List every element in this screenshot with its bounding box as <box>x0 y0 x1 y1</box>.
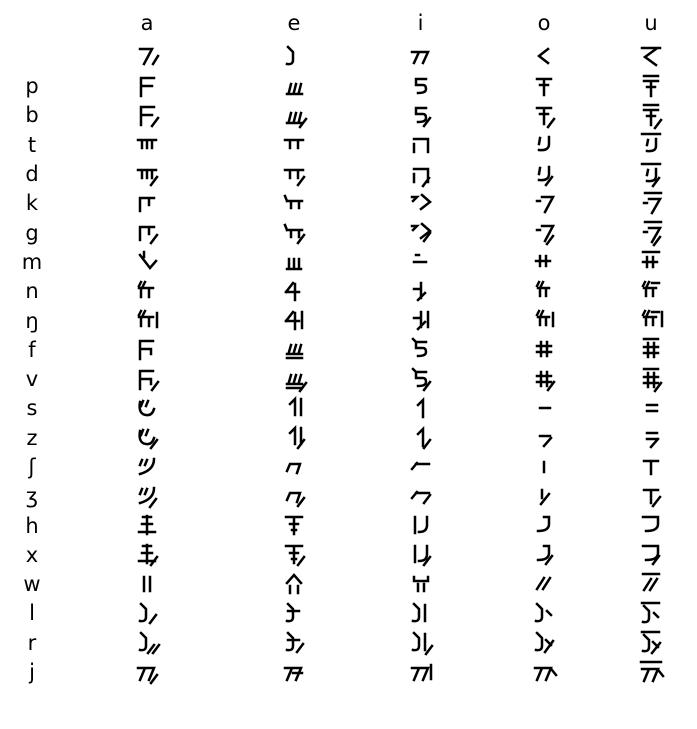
syllable-glyph-n-u-svg <box>635 276 667 308</box>
syllable-glyph-g-u-svg <box>635 217 667 249</box>
syllable-glyph-f-a <box>64 336 230 365</box>
syllable-glyph-ŋ-u <box>605 306 697 335</box>
syllable-glyph-x-i-svg <box>405 539 437 571</box>
syllable-glyph-p-i <box>358 72 483 101</box>
vowel-glyph-a <box>64 40 230 72</box>
syllable-glyph-m-a <box>64 248 230 277</box>
syllable-glyph-m-o-svg <box>528 246 560 278</box>
syllable-glyph-d-i <box>358 160 483 189</box>
syllable-glyph-n-o-svg <box>528 276 560 308</box>
syllable-glyph-h-u-svg <box>635 510 667 542</box>
syllable-glyph-j-u-svg <box>635 657 667 689</box>
consonant-label-t <box>0 131 64 160</box>
syllable-glyph-f-e-svg <box>278 334 310 366</box>
syllable-glyph-v-a <box>64 365 230 394</box>
syllable-glyph-ʃ-e-svg <box>278 452 310 484</box>
syllable-glyph-n-u <box>605 277 697 306</box>
syllable-glyph-l-o <box>483 599 605 628</box>
vowel-header-a-label: a <box>140 10 154 35</box>
syllable-glyph-r-a-svg <box>131 627 163 659</box>
syllable-glyph-t-u-svg <box>635 129 667 161</box>
consonant-label-j <box>0 658 64 687</box>
syllable-glyph-f-i-svg <box>405 334 437 366</box>
syllable-glyph-v-e <box>230 365 358 394</box>
syllable-glyph-w-e-svg <box>278 569 310 601</box>
vowel-header-e-label: e <box>287 10 301 35</box>
consonant-label-s-label: s <box>26 396 38 421</box>
syllable-glyph-m-i <box>358 248 483 277</box>
syllable-glyph-z-i-svg <box>405 422 437 454</box>
syllable-glyph-r-e-svg <box>278 627 310 659</box>
syllable-glyph-b-o-svg <box>528 100 560 132</box>
consonant-label-h <box>0 511 64 540</box>
vowel-glyph-u-svg <box>635 40 667 72</box>
consonant-label-f-label: f <box>28 337 36 362</box>
consonant-label-ŋ-label: ŋ <box>25 308 39 333</box>
syllable-glyph-s-u-svg <box>635 393 667 425</box>
consonant-label-n <box>0 277 64 306</box>
syllable-glyph-ŋ-o <box>483 306 605 335</box>
syllable-glyph-p-o <box>483 72 605 101</box>
syllable-glyph-ʃ-u <box>605 453 697 482</box>
syllable-glyph-p-a <box>64 72 230 101</box>
syllable-glyph-m-e <box>230 248 358 277</box>
vowel-glyph-e-svg <box>278 40 310 72</box>
syllable-glyph-ʒ-i-svg <box>405 481 437 513</box>
syllable-glyph-x-i <box>358 541 483 570</box>
consonant-label-b-label: b <box>25 103 39 128</box>
consonant-label-z <box>0 424 64 453</box>
syllable-glyph-k-i <box>358 189 483 218</box>
syllable-glyph-j-e <box>230 658 358 687</box>
syllable-glyph-m-u-svg <box>635 246 667 278</box>
syllable-glyph-ŋ-a <box>64 306 230 335</box>
vowel-glyph-a-svg <box>131 40 163 72</box>
vowel-glyph-o <box>483 40 605 72</box>
syllable-glyph-m-a-svg <box>131 246 163 278</box>
syllable-glyph-x-o <box>483 541 605 570</box>
syllable-glyph-k-a-svg <box>131 188 163 220</box>
consonant-label-t-label: t <box>27 132 37 157</box>
syllable-glyph-z-u-svg <box>635 422 667 454</box>
consonant-label-m-label: m <box>21 249 43 274</box>
vowel-header-o <box>483 6 605 40</box>
syllable-glyph-v-i <box>358 365 483 394</box>
syllable-glyph-p-o-svg <box>528 71 560 103</box>
syllable-glyph-g-i-svg <box>405 217 437 249</box>
syllable-glyph-z-i <box>358 424 483 453</box>
syllable-glyph-x-a <box>64 541 230 570</box>
consonant-label-ʃ-label: ʃ <box>28 455 36 479</box>
consonant-label-f <box>0 336 64 365</box>
syllable-glyph-d-i-svg <box>405 159 437 191</box>
syllable-glyph-w-i-svg <box>405 569 437 601</box>
vowel-glyph-i <box>358 40 483 72</box>
syllable-glyph-g-a-svg <box>131 217 163 249</box>
syllable-glyph-z-u <box>605 424 697 453</box>
syllable-glyph-b-i-svg <box>405 100 437 132</box>
consonant-label-ʃ <box>0 453 64 482</box>
consonant-label-w <box>0 570 64 599</box>
syllable-glyph-ʒ-u-svg <box>635 481 667 513</box>
syllable-glyph-t-a <box>64 131 230 160</box>
syllable-glyph-b-e-svg <box>278 100 310 132</box>
syllable-glyph-d-e <box>230 160 358 189</box>
syllable-glyph-f-a-svg <box>131 334 163 366</box>
consonant-label-m <box>0 248 64 277</box>
consonant-label-k-label: k <box>25 191 39 216</box>
syllable-glyph-ʃ-i-svg <box>405 452 437 484</box>
syllable-glyph-ʒ-a <box>64 482 230 511</box>
syllable-glyph-r-a <box>64 629 230 658</box>
syllable-glyph-g-i <box>358 218 483 247</box>
syllable-glyph-d-o <box>483 160 605 189</box>
syllable-glyph-k-i-svg <box>405 188 437 220</box>
consonant-label-z-label: z <box>26 425 38 450</box>
consonant-label-w-label: w <box>23 572 41 597</box>
syllable-glyph-b-o <box>483 101 605 130</box>
syllable-glyph-ʃ-a <box>64 453 230 482</box>
syllable-glyph-ʃ-o-svg <box>528 452 560 484</box>
syllable-glyph-ŋ-i-svg <box>405 305 437 337</box>
syllable-glyph-s-o <box>483 394 605 423</box>
syllable-glyph-s-o-svg <box>528 393 560 425</box>
syllable-glyph-s-e <box>230 394 358 423</box>
syllable-glyph-ʒ-u <box>605 482 697 511</box>
consonant-label-d-label: d <box>25 162 39 187</box>
syllable-glyph-x-u-svg <box>635 539 667 571</box>
syllable-glyph-v-u <box>605 365 697 394</box>
syllable-glyph-r-o-svg <box>528 627 560 659</box>
syllable-glyph-ʒ-e-svg <box>278 481 310 513</box>
syllable-glyph-b-e <box>230 101 358 130</box>
syllable-glyph-j-i-svg <box>405 657 437 689</box>
consonant-label-ʒ-label: ʒ <box>25 484 39 509</box>
syllable-glyph-t-u <box>605 131 697 160</box>
syllable-glyph-l-i <box>358 599 483 628</box>
syllable-glyph-l-e <box>230 599 358 628</box>
syllable-glyph-p-e-svg <box>278 71 310 103</box>
syllable-glyph-p-a-svg <box>131 71 163 103</box>
syllable-glyph-w-a-svg <box>131 569 163 601</box>
syllable-glyph-t-a-svg <box>131 129 163 161</box>
syllable-glyph-r-o <box>483 629 605 658</box>
syllable-glyph-t-o-svg <box>528 129 560 161</box>
syllable-glyph-h-a <box>64 511 230 540</box>
consonant-label-k <box>0 189 64 218</box>
syllable-glyph-l-u-svg <box>635 598 667 630</box>
syllable-glyph-ŋ-e <box>230 306 358 335</box>
syllable-glyph-s-e-svg <box>278 393 310 425</box>
vowel-header-i-label: i <box>417 10 424 35</box>
syllable-glyph-f-e <box>230 336 358 365</box>
syllable-glyph-f-u-svg <box>635 334 667 366</box>
syllable-glyph-n-i-svg <box>405 276 437 308</box>
syllable-glyph-n-a-svg <box>131 276 163 308</box>
consonant-label-r-label: r <box>27 630 37 655</box>
syllable-glyph-t-o <box>483 131 605 160</box>
syllable-glyph-k-u-svg <box>635 188 667 220</box>
syllable-glyph-m-i-svg <box>405 246 437 278</box>
syllable-glyph-d-e-svg <box>278 159 310 191</box>
consonant-label-j-label: j <box>29 660 35 685</box>
syllable-glyph-d-u <box>605 160 697 189</box>
syllable-glyph-m-o <box>483 248 605 277</box>
syllable-glyph-d-a-svg <box>131 159 163 191</box>
syllable-glyph-r-u-svg <box>635 627 667 659</box>
syllable-glyph-k-o <box>483 189 605 218</box>
consonant-label-s <box>0 394 64 423</box>
syllable-glyph-f-o <box>483 336 605 365</box>
consonant-label-x-label: x <box>25 542 39 567</box>
syllable-glyph-w-u-svg <box>635 569 667 601</box>
syllable-glyph-p-e <box>230 72 358 101</box>
consonant-label-l <box>0 599 64 628</box>
consonant-label-g <box>0 218 64 247</box>
consonant-label-d <box>0 160 64 189</box>
syllable-glyph-w-i <box>358 570 483 599</box>
syllable-glyph-v-o <box>483 365 605 394</box>
consonant-label-x <box>0 541 64 570</box>
syllable-glyph-g-e <box>230 218 358 247</box>
consonant-label-n-label: n <box>25 279 39 304</box>
consonant-label-p <box>0 72 64 101</box>
syllable-glyph-h-e-svg <box>278 510 310 542</box>
syllable-glyph-j-e-svg <box>278 657 310 689</box>
vowel-glyph-e <box>230 40 358 72</box>
syllable-glyph-s-i <box>358 394 483 423</box>
syllable-glyph-k-o-svg <box>528 188 560 220</box>
syllable-glyph-r-e <box>230 629 358 658</box>
syllable-glyph-w-o-svg <box>528 569 560 601</box>
syllable-glyph-d-a <box>64 160 230 189</box>
syllable-glyph-k-u <box>605 189 697 218</box>
syllable-glyph-f-u <box>605 336 697 365</box>
syllable-glyph-z-e <box>230 424 358 453</box>
vowel-row-spacer <box>0 40 64 72</box>
syllable-glyph-p-u <box>605 72 697 101</box>
syllable-glyph-p-i-svg <box>405 71 437 103</box>
syllable-glyph-t-e <box>230 131 358 160</box>
syllable-glyph-j-o <box>483 658 605 687</box>
syllable-glyph-h-e <box>230 511 358 540</box>
syllable-glyph-b-i <box>358 101 483 130</box>
syllable-glyph-x-u <box>605 541 697 570</box>
vowel-header-e <box>230 6 358 40</box>
syllable-glyph-w-u <box>605 570 697 599</box>
syllable-glyph-m-e-svg <box>278 246 310 278</box>
syllable-glyph-d-o-svg <box>528 159 560 191</box>
syllable-glyph-f-o-svg <box>528 334 560 366</box>
syllable-glyph-v-u-svg <box>635 364 667 396</box>
consonant-label-v-label: v <box>25 367 39 392</box>
syllable-glyph-x-o-svg <box>528 539 560 571</box>
syllable-glyph-z-o <box>483 424 605 453</box>
syllable-glyph-ŋ-i <box>358 306 483 335</box>
syllable-glyph-s-i-svg <box>405 393 437 425</box>
syllable-glyph-s-u <box>605 394 697 423</box>
syllable-glyph-n-e <box>230 277 358 306</box>
consonant-label-b <box>0 101 64 130</box>
syllable-glyph-k-e <box>230 189 358 218</box>
syllable-glyph-h-a-svg <box>131 510 163 542</box>
syllable-glyph-x-e <box>230 541 358 570</box>
consonant-label-p-label: p <box>25 74 39 99</box>
consonant-label-ŋ <box>0 306 64 335</box>
syllable-glyph-z-a-svg <box>131 422 163 454</box>
syllable-glyph-w-o <box>483 570 605 599</box>
vowel-glyph-u <box>605 40 697 72</box>
syllable-glyph-v-e-svg <box>278 364 310 396</box>
syllable-glyph-j-a-svg <box>131 657 163 689</box>
vowel-header-u <box>605 6 697 40</box>
syllable-glyph-ʒ-o-svg <box>528 481 560 513</box>
syllable-glyph-b-u-svg <box>635 100 667 132</box>
syllable-glyph-l-a <box>64 599 230 628</box>
syllable-glyph-v-i-svg <box>405 364 437 396</box>
syllable-glyph-l-i-svg <box>405 598 437 630</box>
syllable-glyph-m-u <box>605 248 697 277</box>
syllable-glyph-p-u-svg <box>635 71 667 103</box>
syllable-glyph-k-a <box>64 189 230 218</box>
syllable-glyph-ʒ-o <box>483 482 605 511</box>
syllable-glyph-j-a <box>64 658 230 687</box>
syllable-glyph-h-i-svg <box>405 510 437 542</box>
syllable-glyph-g-a <box>64 218 230 247</box>
consonant-label-l-label: l <box>29 601 35 626</box>
syllable-glyph-ʒ-a-svg <box>131 481 163 513</box>
syllable-glyph-h-o <box>483 511 605 540</box>
syllable-glyph-r-i-svg <box>405 627 437 659</box>
vowel-header-a <box>64 6 230 40</box>
syllable-glyph-b-a-svg <box>131 100 163 132</box>
syllable-glyph-b-a <box>64 101 230 130</box>
syllable-glyph-f-i <box>358 336 483 365</box>
vowel-glyph-o-svg <box>528 40 560 72</box>
syllable-glyph-z-a <box>64 424 230 453</box>
syllable-glyph-g-e-svg <box>278 217 310 249</box>
syllable-glyph-ŋ-u-svg <box>635 305 667 337</box>
syllable-glyph-j-i <box>358 658 483 687</box>
syllable-glyph-ŋ-o-svg <box>528 305 560 337</box>
consonant-label-v <box>0 365 64 394</box>
syllable-glyph-n-a <box>64 277 230 306</box>
syllable-glyph-z-o-svg <box>528 422 560 454</box>
syllable-glyph-g-u <box>605 218 697 247</box>
syllable-glyph-l-a-svg <box>131 598 163 630</box>
syllable-glyph-g-o-svg <box>528 217 560 249</box>
syllable-glyph-l-u <box>605 599 697 628</box>
syllable-glyph-ʃ-a-svg <box>131 452 163 484</box>
syllable-glyph-d-u-svg <box>635 159 667 191</box>
syllable-glyph-j-o-svg <box>528 657 560 689</box>
syllable-glyph-n-e-svg <box>278 276 310 308</box>
syllable-glyph-ʃ-o <box>483 453 605 482</box>
syllable-glyph-t-i <box>358 131 483 160</box>
consonant-label-r <box>0 629 64 658</box>
syllable-glyph-g-o <box>483 218 605 247</box>
syllable-glyph-ŋ-e-svg <box>278 305 310 337</box>
syllable-glyph-r-u <box>605 629 697 658</box>
syllable-glyph-t-i-svg <box>405 129 437 161</box>
corner-spacer <box>0 6 64 40</box>
syllable-glyph-v-a-svg <box>131 364 163 396</box>
consonant-label-ʒ <box>0 482 64 511</box>
syllable-glyph-z-e-svg <box>278 422 310 454</box>
syllable-glyph-ʃ-u-svg <box>635 452 667 484</box>
syllable-glyph-ʃ-i <box>358 453 483 482</box>
vowel-header-o-label: o <box>537 10 551 35</box>
syllable-glyph-ʃ-e <box>230 453 358 482</box>
syllable-glyph-j-u <box>605 658 697 687</box>
syllable-glyph-x-a-svg <box>131 539 163 571</box>
syllable-glyph-w-e <box>230 570 358 599</box>
consonant-label-g-label: g <box>25 220 39 245</box>
syllable-glyph-l-o-svg <box>528 598 560 630</box>
vowel-header-u-label: u <box>644 10 658 35</box>
syllable-glyph-h-i <box>358 511 483 540</box>
syllable-glyph-t-e-svg <box>278 129 310 161</box>
syllable-glyph-k-e-svg <box>278 188 310 220</box>
syllable-glyph-b-u <box>605 101 697 130</box>
syllable-glyph-n-i <box>358 277 483 306</box>
syllable-glyph-s-a <box>64 394 230 423</box>
syllable-glyph-h-o-svg <box>528 510 560 542</box>
vowel-glyph-i-svg <box>405 40 437 72</box>
syllable-glyph-v-o-svg <box>528 364 560 396</box>
syllable-glyph-ʒ-e <box>230 482 358 511</box>
syllable-glyph-x-e-svg <box>278 539 310 571</box>
syllable-glyph-n-o <box>483 277 605 306</box>
syllable-glyph-l-e-svg <box>278 598 310 630</box>
syllable-glyph-ŋ-a-svg <box>131 305 163 337</box>
vowel-header-i <box>358 6 483 40</box>
syllable-glyph-s-a-svg <box>131 393 163 425</box>
syllable-glyph-r-i <box>358 629 483 658</box>
syllable-glyph-w-a <box>64 570 230 599</box>
syllable-glyph-h-u <box>605 511 697 540</box>
syllable-glyph-ʒ-i <box>358 482 483 511</box>
consonant-label-h-label: h <box>25 513 39 538</box>
